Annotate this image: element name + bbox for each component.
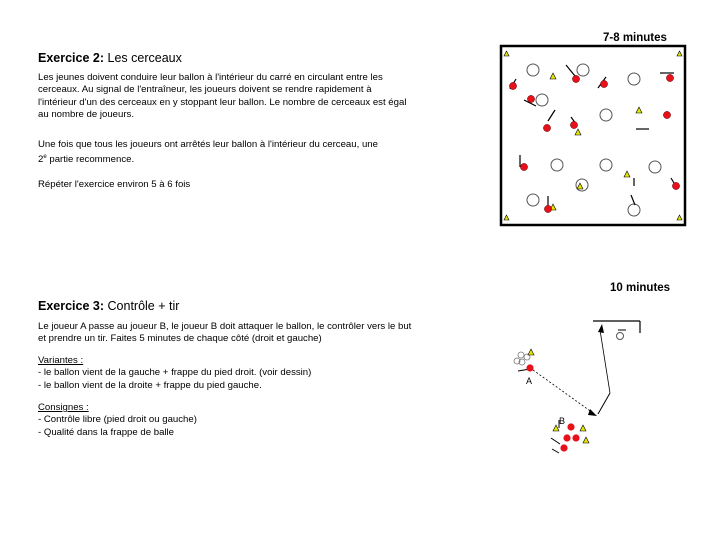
- ball-icon: [526, 364, 533, 371]
- pass-line: [533, 370, 593, 413]
- consignes-title: Consignes :: [38, 402, 89, 413]
- arrow-icon: [598, 324, 604, 333]
- ball-icon: [563, 434, 570, 441]
- consigne-item: - Qualité dans la frappe de balle: [38, 426, 174, 438]
- variant-item: - le ballon vient de la droite + frappe du pied gauche.: [38, 379, 262, 391]
- ex2-second-line1: Une fois que tous les joueurs ont arrêtés leur ballon à l'intérieur du cerceau, une: [38, 139, 378, 150]
- ex3-duration: 10 minutes: [610, 282, 671, 294]
- label-b: B: [559, 416, 566, 426]
- ex2-duration: 7-8 minutes: [603, 32, 667, 44]
- ex3-title-name: Contrôle + tir: [107, 299, 180, 313]
- ball-icon: [567, 423, 574, 430]
- ex2-repeat: Répéter l'exercice environ 5 à 6 fois: [38, 179, 191, 190]
- ex3-title-prefix: Exercice 3:: [38, 299, 105, 313]
- cone-icon: [528, 349, 534, 355]
- ex2-title-name: Les cerceaux: [107, 51, 182, 65]
- ball-icon: [560, 444, 567, 451]
- consigne-item: - Contrôle libre (pied droit ou gauche): [38, 414, 197, 426]
- variants-title: Variantes :: [38, 355, 84, 366]
- ball-outline-icon: [518, 352, 524, 358]
- ball-icon: [572, 434, 579, 441]
- cone-icon: [580, 425, 586, 431]
- run-line: [598, 393, 610, 414]
- variant-item: - le ballon vient de la gauche + frappe du pied droit. (voir dessin): [38, 367, 312, 379]
- ex2-second-line2: 2e partie recommence.: [38, 154, 135, 166]
- player-marker: [551, 438, 560, 444]
- ex3-description: Le joueur A passe au joueur B, le joueur B doit attaquer le ballon, le contrôler vers le but et prendre un tir. Faites 5 minutes de chaque côté (droit et gauche): [38, 321, 412, 345]
- shot-line: [600, 330, 610, 393]
- goalkeeper-icon: [617, 333, 624, 340]
- ex2-title-prefix: Exercice 2:: [38, 51, 105, 65]
- player-marker: [552, 449, 559, 453]
- ex2-description: Les jeunes doivent conduire leur ballon à l'intérieur du carré en circulant entre les cerceaux. Au signal de l'entraîneur, les joueurs doivent se rendre rapidement à l'intérieur d'un des cerceaux en y stoppant leur ballon. Le nombre de cerceaux est égal au nombre de joueurs.: [38, 72, 407, 121]
- cone-icon: [583, 437, 589, 443]
- label-a: A: [526, 376, 533, 386]
